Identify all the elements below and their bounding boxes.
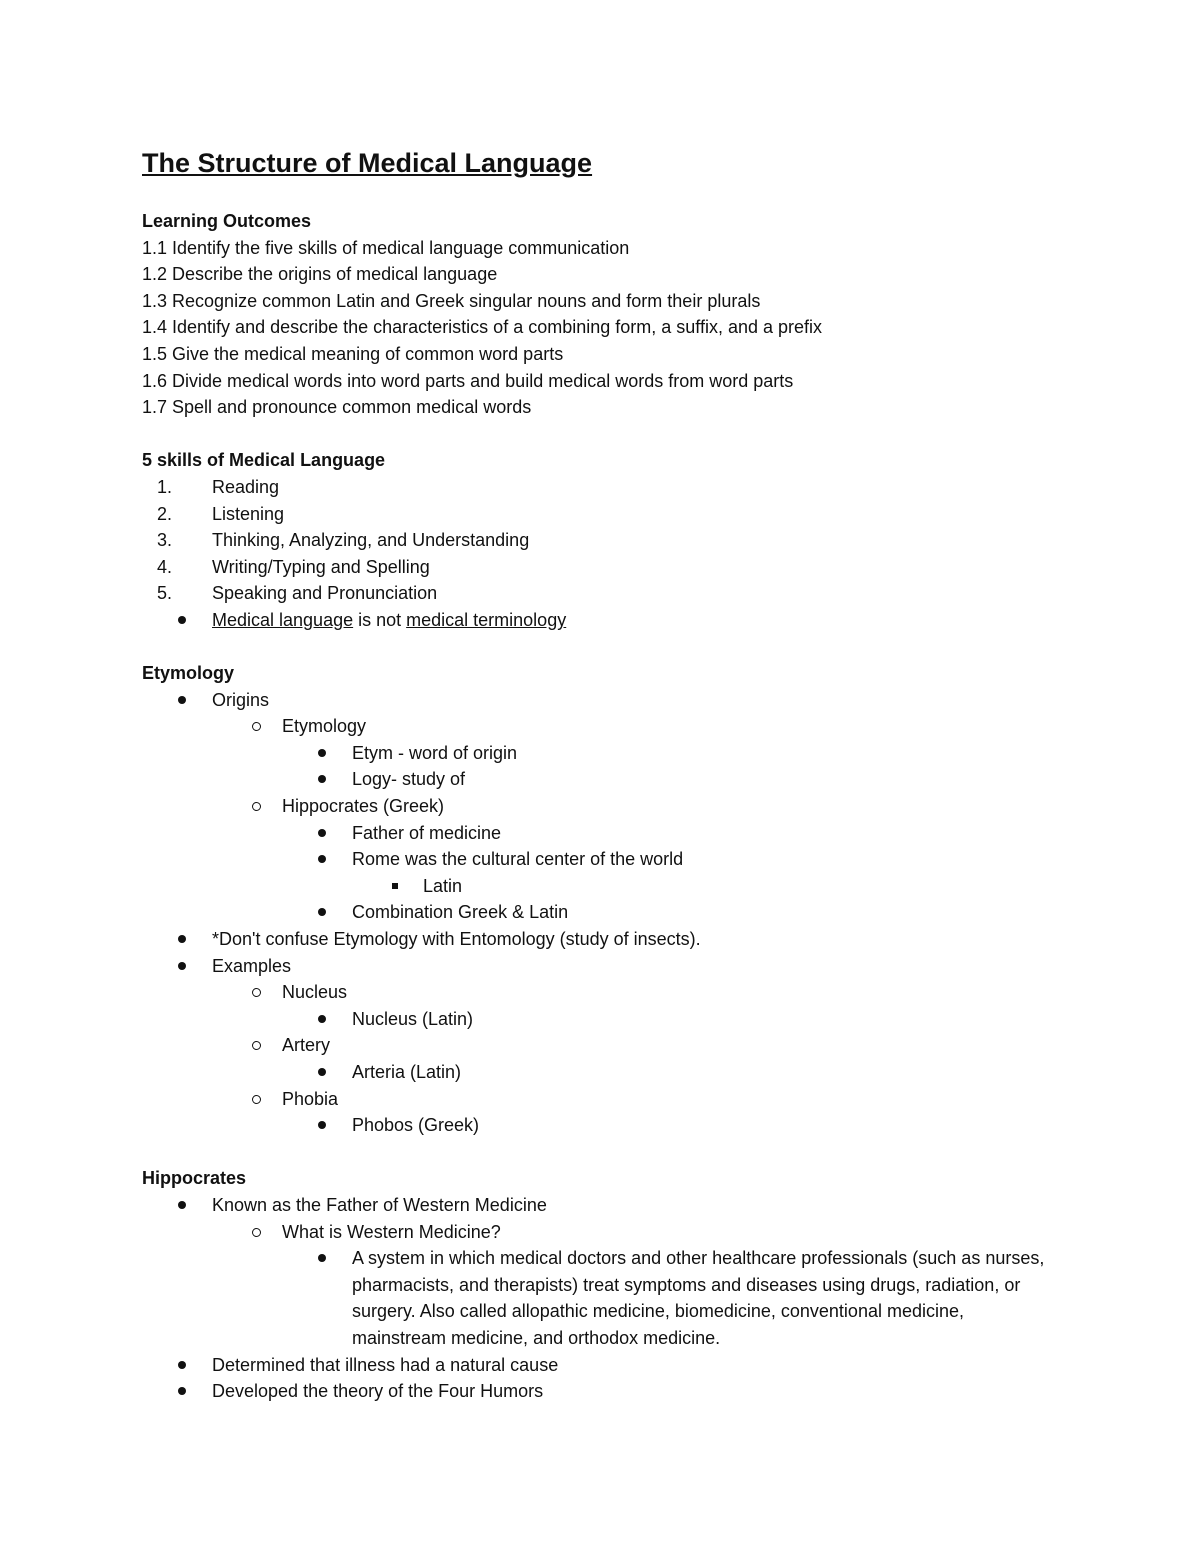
list-item-text: Logy- study of xyxy=(352,769,466,790)
list-item-text: Hippocrates (Greek) xyxy=(282,796,445,817)
list-item-text: Father of medicine xyxy=(352,822,502,843)
bullet-icon xyxy=(178,1361,186,1369)
learning-outcomes-heading: Learning Outcomes xyxy=(142,211,312,231)
list-item-text: Determined that illness had a natural cause xyxy=(212,1354,559,1375)
bullet-icon xyxy=(178,1201,186,1209)
circle-bullet-icon xyxy=(252,1041,261,1050)
list-item-text: Artery xyxy=(282,1035,331,1056)
bullet-icon xyxy=(318,1015,326,1023)
skills-heading: 5 skills of Medical Language xyxy=(142,450,386,471)
list-item xyxy=(142,501,1062,528)
outcome-item: 1.6 Divide medical words into word parts and build medical words from word parts xyxy=(142,370,794,391)
list-item xyxy=(142,607,1062,634)
outcome-item: 1.1 Identify the five skills of medical language communication xyxy=(142,237,630,258)
bullet-icon xyxy=(318,1068,326,1076)
circle-bullet-icon xyxy=(252,722,261,731)
list-item xyxy=(142,740,1062,767)
list-item xyxy=(142,979,1062,1006)
list-item-text: Rome was the cultural center of the world xyxy=(352,849,684,870)
list-item xyxy=(142,687,1062,714)
bullet-icon xyxy=(178,616,186,624)
circle-bullet-icon xyxy=(252,988,261,997)
list-item xyxy=(142,1032,1062,1059)
list-item-text: Arteria (Latin) xyxy=(352,1062,462,1082)
bullet-icon xyxy=(178,962,186,970)
hippocrates-heading: Hippocrates xyxy=(142,1168,247,1189)
list-item xyxy=(142,873,1062,900)
outcome-item: 1.4 Identify and describe the characteristics of a combining form, a suffix, and a prefix xyxy=(142,317,823,338)
list-item-text: Medical language xyxy=(212,609,354,630)
list-item-text: Nucleus (Latin) xyxy=(352,1008,474,1029)
list-item xyxy=(142,1245,1062,1351)
list-number: 4. xyxy=(156,556,172,577)
list-number: 3. xyxy=(156,530,172,551)
list-item xyxy=(142,713,1062,740)
list-item-text: What is Western Medicine? xyxy=(282,1221,501,1242)
list-item-text: Thinking, Analyzing, and Understanding xyxy=(212,530,530,551)
outcome-item: 1.5 Give the medical meaning of common word parts xyxy=(142,343,564,364)
list-item xyxy=(142,554,1062,581)
list-item-text: Speaking and Pronunciation xyxy=(212,583,438,604)
list-item xyxy=(142,899,1062,926)
list-item-text: Origins xyxy=(212,689,270,710)
bullet-icon xyxy=(318,829,326,837)
list-item xyxy=(142,580,1062,607)
list-item xyxy=(142,820,1062,847)
list-item xyxy=(142,474,1062,501)
list-item xyxy=(142,1006,1062,1033)
list-item-text: Nucleus xyxy=(282,982,348,1003)
bullet-icon xyxy=(318,775,326,783)
list-number: 5. xyxy=(156,583,172,604)
list-item-text: medical terminology xyxy=(406,609,567,630)
list-item xyxy=(142,926,1062,953)
outcome-item: 1.3 Recognize common Latin and Greek singular nouns and form their plurals xyxy=(142,290,761,311)
bullet-icon xyxy=(318,908,326,916)
bullet-icon xyxy=(178,696,186,704)
list-item xyxy=(142,1059,1062,1086)
list-item-text: Phobos (Greek) xyxy=(352,1115,480,1136)
list-item-text: Examples xyxy=(212,955,292,976)
etymology-heading: Etymology xyxy=(142,663,235,684)
list-item xyxy=(142,1219,1062,1246)
circle-bullet-icon xyxy=(252,802,261,811)
bullet-icon xyxy=(318,1121,326,1129)
list-item xyxy=(142,793,1062,820)
list-item-text: Phobia xyxy=(282,1088,339,1109)
list-item-text: Listening xyxy=(212,503,285,524)
list-item xyxy=(142,1192,1062,1219)
list-item-text: Developed the theory of the Four Humors xyxy=(212,1381,544,1402)
list-item xyxy=(142,1086,1062,1113)
list-item-text: Latin xyxy=(423,875,463,896)
outcome-item: 1.2 Describe the origins of medical language xyxy=(142,264,498,285)
list-item xyxy=(142,766,1062,793)
document-title: The Structure of Medical Language xyxy=(142,148,593,178)
list-item-text: Combination Greek & Latin xyxy=(352,902,569,923)
list-number: 1. xyxy=(156,476,172,497)
list-item xyxy=(142,846,1062,873)
list-item-text: Etym - word of origin xyxy=(352,742,518,763)
list-item xyxy=(142,527,1062,554)
bullet-icon xyxy=(178,1387,186,1395)
outcome-item: 1.7 Spell and pronounce common medical words xyxy=(142,397,532,418)
circle-bullet-icon xyxy=(252,1228,261,1237)
document-page xyxy=(142,146,1062,1405)
list-number: 2. xyxy=(156,503,172,524)
list-item-text: *Don't confuse Etymology with Entomology (study of insects). xyxy=(212,929,701,950)
bullet-icon xyxy=(318,1254,326,1262)
list-item-text: A system in which medical doctors and other healthcare professionals (such as nurses, pharmacists, and therapists) treat symptoms and diseases using drugs, radiation, or surgery. Also called allopathic medicine, biomedicine, conventional medicine, mainstream medicine, and orthodox medicine. xyxy=(352,1248,1045,1348)
list-item xyxy=(142,1378,1062,1405)
bullet-icon xyxy=(318,749,326,757)
list-item xyxy=(142,1112,1062,1139)
list-item-text: Known as the Father of Western Medicine xyxy=(212,1194,547,1215)
list-item xyxy=(142,953,1062,980)
list-item-text: Etymology xyxy=(282,716,367,737)
list-item xyxy=(142,1352,1062,1379)
list-item-text: Reading xyxy=(212,476,280,497)
bullet-icon xyxy=(318,855,326,863)
bullet-icon xyxy=(178,935,186,943)
list-item-text: Writing/Typing and Spelling xyxy=(212,556,430,577)
square-bullet-icon xyxy=(392,883,398,889)
circle-bullet-icon xyxy=(252,1095,261,1104)
list-item-text: is not xyxy=(353,609,407,630)
